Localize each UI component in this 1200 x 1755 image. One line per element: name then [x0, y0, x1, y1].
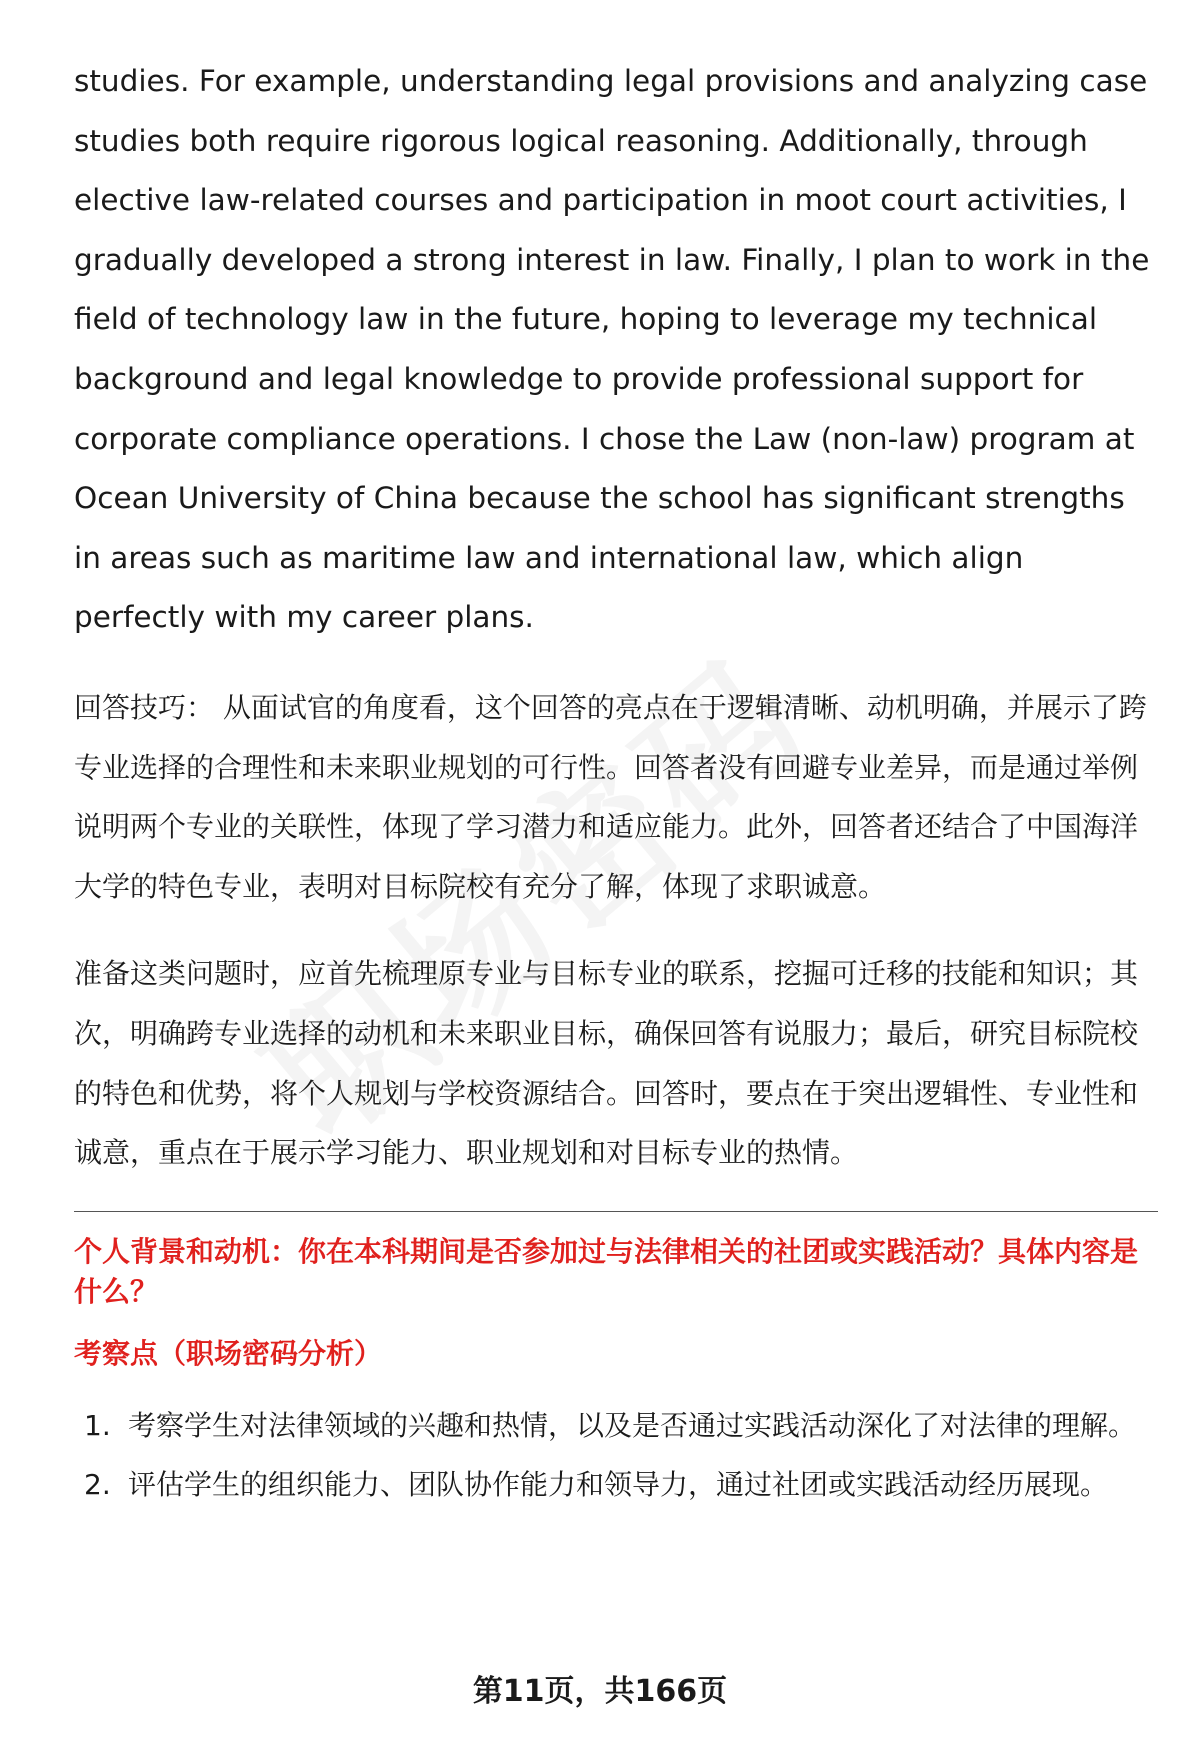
list-item-text: 评估学生的组织能力、团队协作能力和领导力，通过社团或实践活动经历展现。 — [128, 1468, 1109, 1502]
english-paragraph: studies. For example, understanding legal provisions and analyzing case studies both require rigorous logical reasoning. Additionally, through elective law-related courses and participation in moot court activities, I gradually developed a strong interest in law. Finally, I plan to work in the field of technology law in the future, hoping to leverage my technical background and legal knowledge to provide professional support for corporate compliance operations. I chose the Law (non-law) program at Ocean University of China because the school has significant strengths in areas such as maritime law and international law, which align perfectly with my career plans. — [74, 64, 1150, 635]
list-item-text: 考察学生对法律领域的兴趣和热情，以及是否通过实践活动深化了对法律的理解。 — [128, 1408, 1137, 1442]
question-heading: 个人背景和动机：你在本科期间是否参加过与法律相关的社团或实践活动？具体内容是什么？ — [74, 1234, 1139, 1308]
list-item-number: 2. — [84, 1468, 111, 1502]
prep-paragraph: 准备这类问题时，应首先梳理原专业与目标专业的联系，挖掘可迁移的技能和知识；其次，明确跨专业选择的动机和未来职业目标，确保回答有说服力；最后，研究目标院校的特色和优势，将个人规划与学校资源结合。回答时，要点在于突出逻辑性、专业性和诚意，重点在于展示学习能力、职业规划和对目标专业的热情。 — [74, 957, 1139, 1170]
section-divider — [74, 1211, 1158, 1212]
document-body — [74, 52, 1158, 1515]
analysis-subheading: 考察点（职场密码分析） — [74, 1336, 383, 1370]
list-item-number: 1. — [84, 1408, 111, 1442]
tips-paragraph: 回答技巧： 从面试官的角度看，这个回答的亮点在于逻辑清晰、动机明确，并展示了跨专业选择的合理性和未来职业规划的可行性。回答者没有回避专业差异，而是通过举例说明两个专业的关联性，体现了学习潜力和适应能力。此外，回答者还结合了中国海洋大学的特色专业，表明对目标院校有充分了解，体现了求职诚意。 — [74, 690, 1147, 903]
list-item — [74, 1396, 1158, 1456]
analysis-list — [74, 1396, 1158, 1515]
list-item — [74, 1455, 1158, 1515]
page-footer: 第11页，共166页 — [472, 1674, 728, 1709]
